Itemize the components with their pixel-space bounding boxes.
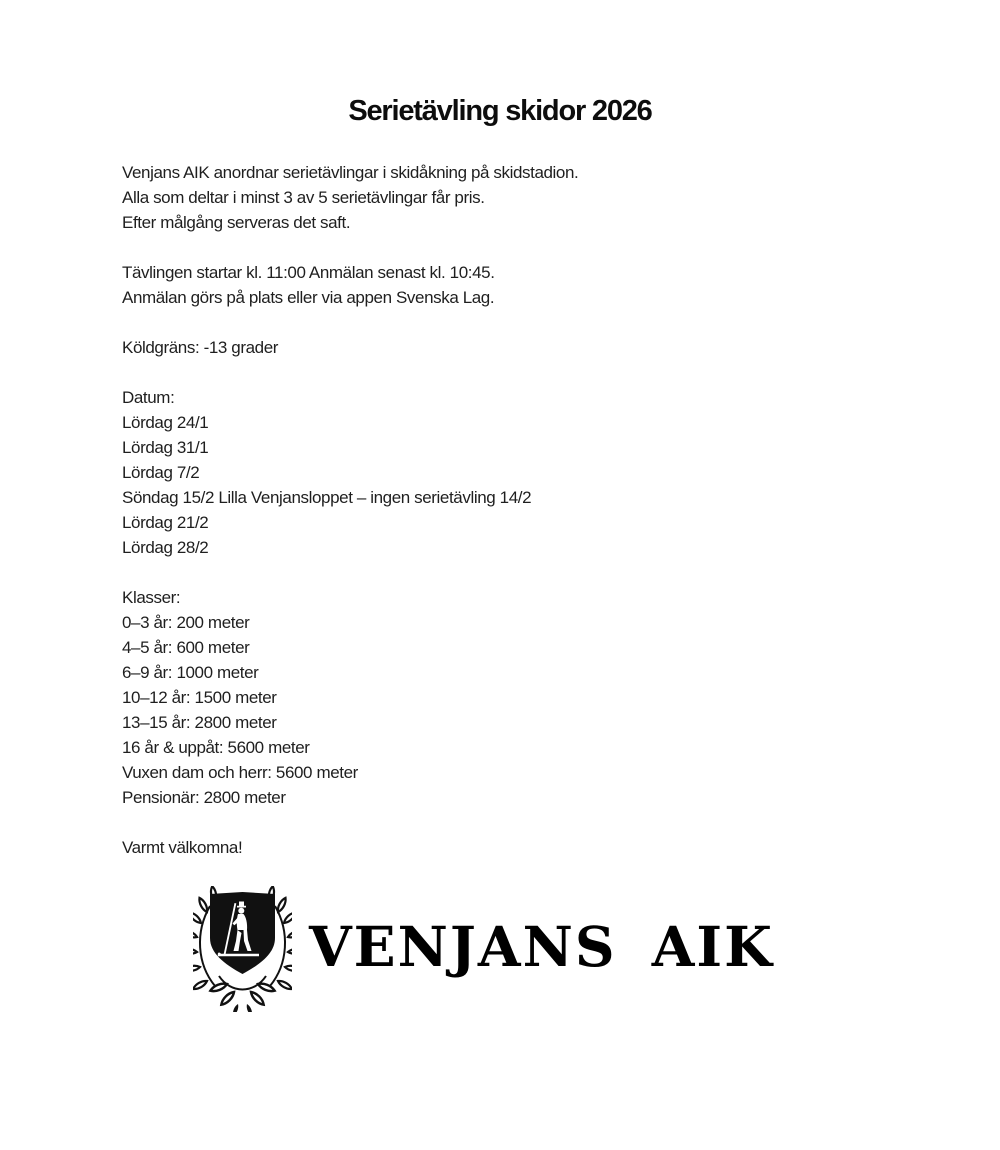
text-line: Lördag 7/2: [122, 463, 200, 482]
page-title: Serietävling skidor 2026: [348, 95, 652, 127]
text-line: 4–5 år: 600 meter: [122, 638, 250, 657]
text-line: 13–15 år: 2800 meter: [122, 713, 277, 732]
document-body: [122, 160, 578, 860]
text-line: Köldgräns: -13 grader: [122, 338, 279, 357]
text-line: 6–9 år: 1000 meter: [122, 663, 259, 682]
paragraph: [122, 260, 578, 310]
text-line: Venjans AIK anordnar serietävlingar i skidåkning på skidstadion.: [122, 163, 579, 182]
club-logo-text: VENJANS AIK: [309, 913, 774, 979]
text-line: Tävlingen startar kl. 11:00 Anmälan senast kl. 10:45.: [122, 263, 495, 282]
club-emblem: [193, 886, 292, 1012]
paragraph: [122, 835, 578, 860]
text-line: Pensionär: 2800 meter: [122, 788, 286, 807]
text-line: Vuxen dam och herr: 5600 meter: [122, 763, 358, 782]
text-line: Lördag 21/2: [122, 513, 209, 532]
text-line: Efter målgång serveras det saft.: [122, 213, 351, 232]
text-line: 10–12 år: 1500 meter: [122, 688, 277, 707]
text-line: 0–3 år: 200 meter: [122, 613, 250, 632]
text-line: Anmälan görs på plats eller via appen Svenska Lag.: [122, 288, 495, 307]
text-line: Klasser:: [122, 588, 181, 607]
paragraph: [122, 385, 578, 560]
text-line: Lördag 28/2: [122, 538, 209, 557]
club-logo: [193, 886, 774, 1012]
text-line: Lördag 31/1: [122, 438, 209, 457]
paragraph: [122, 585, 578, 810]
paragraph: [122, 160, 578, 235]
text-line: Datum:: [122, 388, 175, 407]
skier-shield-laurel-wreath-icon: [193, 886, 292, 1012]
text-line: Lördag 24/1: [122, 413, 209, 432]
text-line: 16 år & uppåt: 5600 meter: [122, 738, 310, 757]
text-line: Söndag 15/2 Lilla Venjansloppet – ingen serietävling 14/2: [122, 488, 532, 507]
paragraph: [122, 335, 578, 360]
text-line: Varmt välkomna!: [122, 838, 243, 857]
text-line: Alla som deltar i minst 3 av 5 serietävlingar får pris.: [122, 188, 485, 207]
